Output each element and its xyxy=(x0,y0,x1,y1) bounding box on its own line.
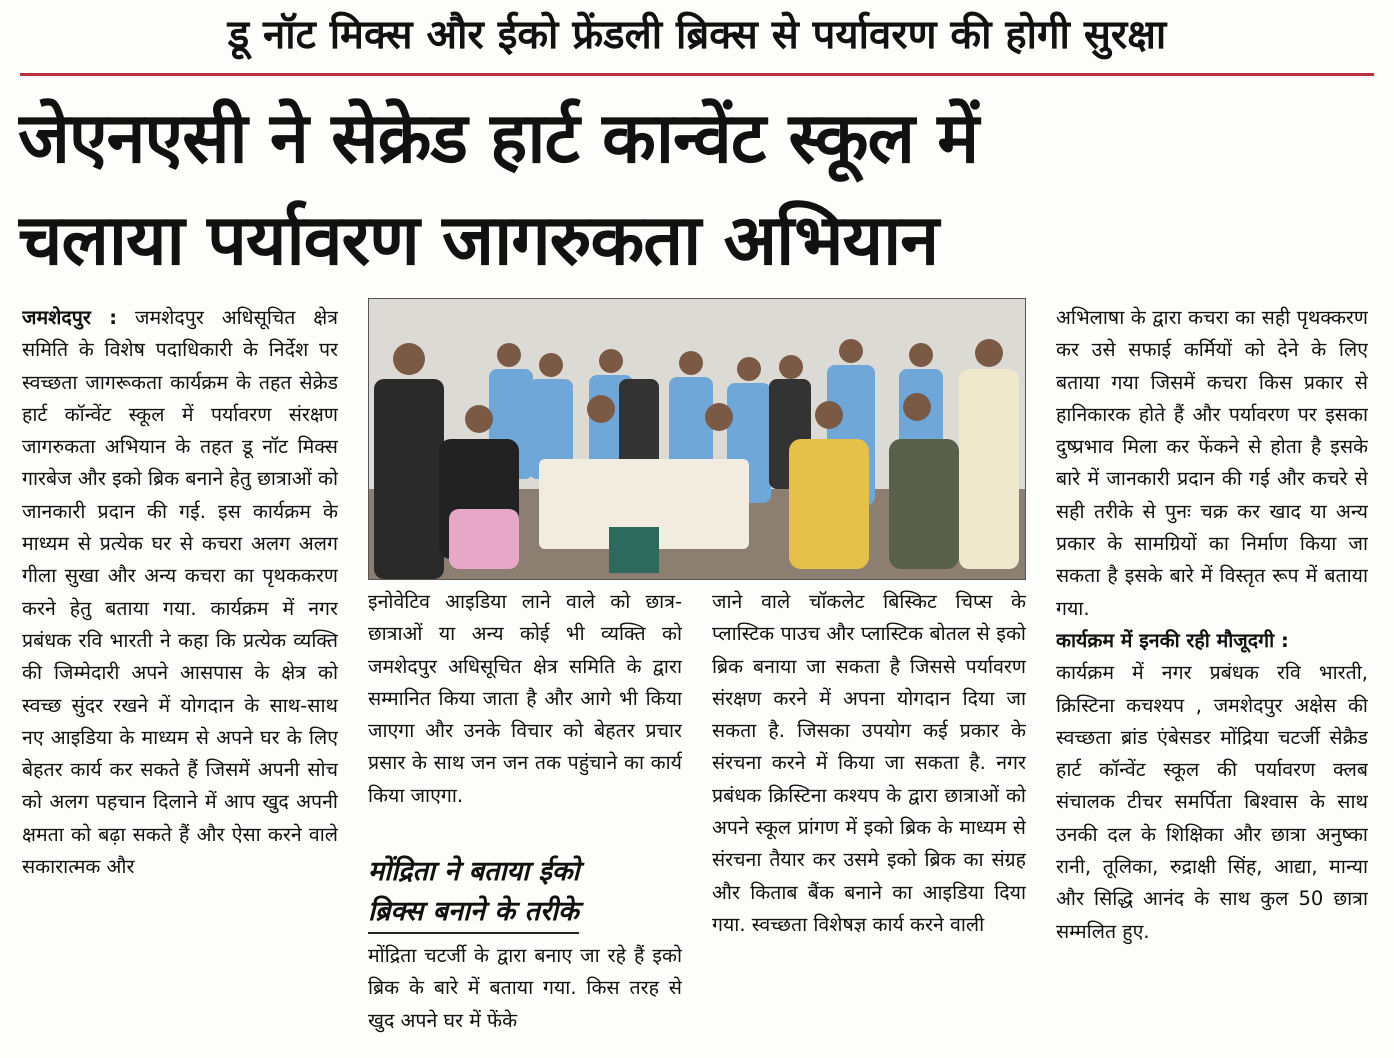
article-column-4 xyxy=(1056,302,1368,1044)
subheading-line-2: ब्रिक्स बनाने के तरीके xyxy=(368,892,579,934)
dateline: जमशेदपुर : xyxy=(22,306,118,329)
headline-line-1: जेएनएसी ने सेक्रेड हार्ट कान्वेंट स्कूल में xyxy=(18,97,979,179)
article-column-1 xyxy=(22,302,338,1044)
column-3-text: जाने वाले चॉकलेट बिस्किट चिप्स के प्लास्टिक पाउच और प्लास्टिक बोतल से इको ब्रिक बनाया जा सकता है जिससे पर्यावरण संरक्षण करने में अपना योगदान दिया जा सकता है. जिसका उपयोग कई प्रकार के संरचना करने में किया जा सकता है. नगर प्रबंधक क्रिस्टिना कश्यप के द्वारा छात्राओं को अपने स्कूल प्रांगण में इको ब्रिक के माध्यम से संरचना तैयार कर उसमे इको ब्रिक का संग्रह और किताब बैंक बनाने का आइडिया दिया गया. स्वच्छता विशेषज्ञ कार्य करने वाली xyxy=(712,590,1026,936)
kicker-headline: डू नॉट मिक्स और ईको फ्रेंडली ब्रिक्स से पर्यावरण की होगी सुरक्षा xyxy=(227,12,1167,58)
column-4-text: अभिलाषा के द्वारा कचरा का सही पृथक्करण कर उसे सफाई कर्मियों को देने के लिए बताया गया जिसमें कचरा किस प्रकार से हानिकारक होते हैं और पर्यावरण पर इसका दुष्प्रभाव मिला कर फेंकने से होता है इसके बारे में जानकारी प्रदान की गई और कचरे से सही तरीके से पुनः चक्र कर खाद या अन्य प्रकार के सामग्रियों का निर्माण किया जा सकता है इसके बारे में विस्तृत रूप में बताया गया. xyxy=(1056,306,1368,620)
column-2-text: इनोवेटिव आइडिया लाने वाले को छात्र-छात्राओं या अन्य कोई भी व्यक्ति को जमशेदपुर अधिसूचित क्षेत्र समिति के द्वारा सम्मानित किया जाता है और आगे भी किया जाएगा और उनके विचार को बेहतर प्रचार प्रसार के साथ जन जन तक पहुंचाने का कार्य किया जाएगा. xyxy=(368,590,682,807)
column-1-text: जमशेदपुर अधिसूचित क्षेत्र समिति के विशेष पदाधिकारी के निर्देश पर स्वच्छता जागरूकता कार्यक्रम के तहत सेक्रेड हार्ट कॉन्वेंट स्कूल में पर्यावरण संरक्षण जागरुकता अभियान के तहत डू नॉट मिक्स गारबेज और इको ब्रिक बनाने हेतु छात्राओं को जानकारी प्रदान की गई. इस कार्यक्रम के माध्यम से प्रत्येक घर से कचरा अलग अलग गीला सुखा और अन्य कचरा का पृथककरण करने हेतु बताया गया. कार्यक्रम में नगर प्रबंधक रवि भारती ने कहा कि प्रत्येक व्यक्ति की जिम्मेदारी अपने आसपास के क्षेत्र को स्वच्छ सुंदर रखने में योगदान के साथ-साथ नए आइडिया के माध्यम से अपने घर के लिए बेहतर कार्य कर सकते हैं जिसमें अपनी सोच को अलग पहचान दिलाने में आप खुद अपनी क्षमता को बढ़ा सकते हैं और ऐसा करने वाले सकारात्मक और xyxy=(22,306,338,879)
article-column-2-continued xyxy=(368,940,682,1040)
subheading xyxy=(368,852,682,936)
headline-line-2: चलाया पर्यावरण जागरुकता अभियान xyxy=(18,199,939,281)
column-4-after-text: कार्यक्रम में नगर प्रबंधक रवि भारती, क्रिस्टिना कचश्यप , जमशेदपुर अक्षेस की स्वच्छता ब्रांड एंबेसडर मोंद्रिया चटर्जी सेक्रैड हार्ट कॉन्वेंट स्कूल की पर्यावरण क्लब संचालक टीचर समर्पिता बिश्वास के साथ उनकी दल के शिक्षिका और छात्रा अनुष्का रानी, तूलिका, रुद्राक्षी सिंह, आद्या, मान्या और सिद्धि आनंद के साथ कुल 50 छात्रा सम्मलित हुए. xyxy=(1056,661,1368,943)
subheading-line-1: मोंद्रिता ने बताया ईको xyxy=(368,856,580,887)
column-2-after-text: मोंद्रिता चटर्जी के द्वारा बनाए जा रहे हैं इको ब्रिक के बारे में बताया गया. किस तरह से खुद अपने घर में फेंके xyxy=(368,944,682,1032)
column-4-heading: कार्यक्रम में इनकी रही मौजूदगी : xyxy=(1056,628,1289,652)
headline-rule xyxy=(20,73,1374,76)
article-column-3 xyxy=(712,586,1026,1040)
article-column-2 xyxy=(368,586,682,848)
event-photo xyxy=(368,298,1026,580)
